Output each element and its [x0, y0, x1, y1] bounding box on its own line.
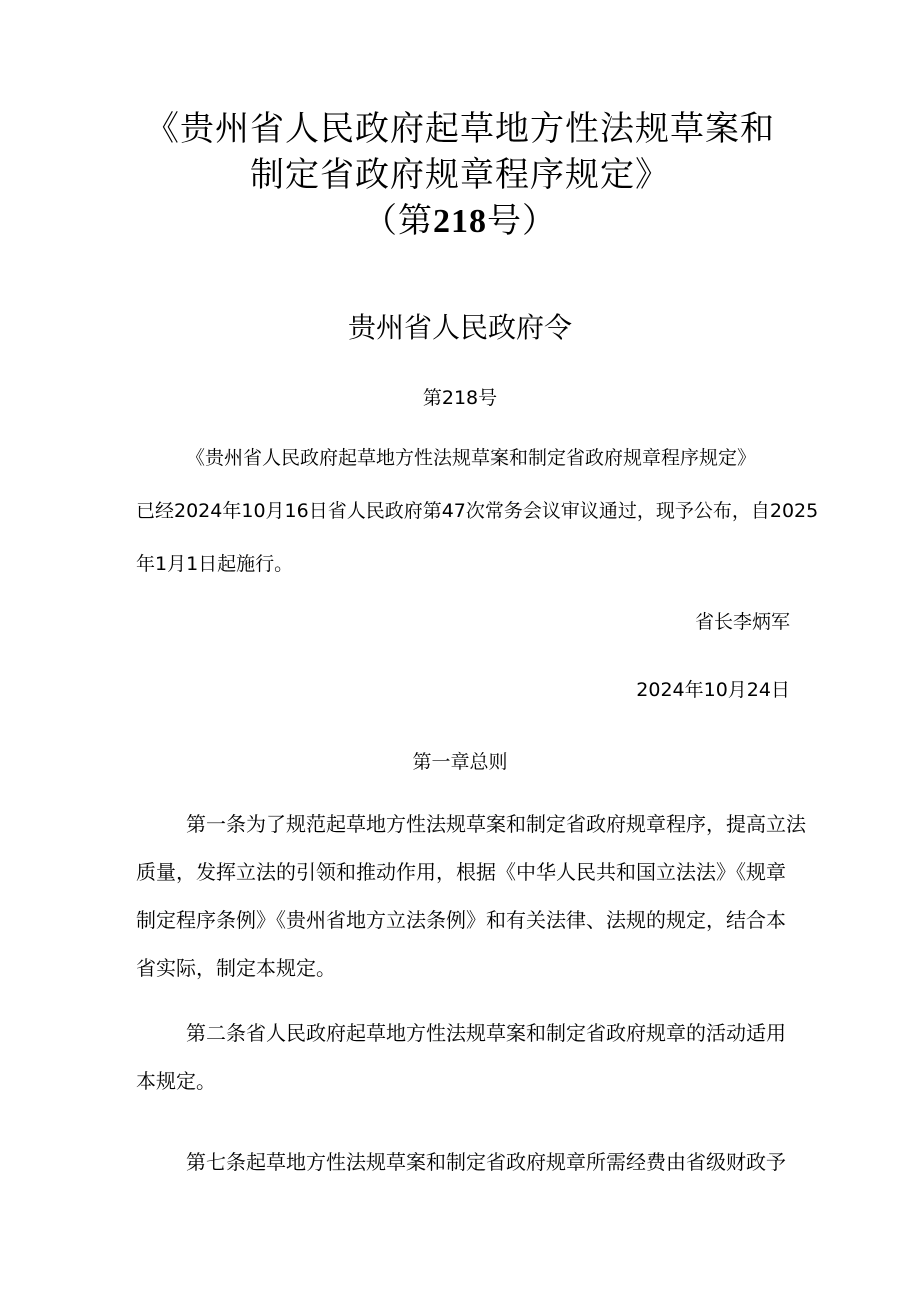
article-line: 省实际，制定本规定。	[136, 956, 336, 980]
article-line: 第二条省人民政府起草地方性法规草案和制定省政府规章的活动适用	[186, 1021, 786, 1045]
document-title-line-1: 《贵州省人民政府起草地方性法规草案和	[145, 109, 775, 149]
article-line: 制定程序条例》《贵州省地方立法条例》和有关法律、法规的规定，结合本	[136, 908, 786, 932]
title-number: 218	[433, 203, 487, 240]
intro-line: 《贵州省人民政府起草地方性法规草案和制定省政府规章程序规定》	[186, 447, 757, 469]
article-line: 本规定。	[136, 1069, 216, 1093]
article-7	[136, 1138, 790, 1186]
decree-heading: 贵州省人民政府令	[347, 311, 572, 344]
title-number-prefix: （第	[363, 201, 433, 241]
chapter-heading: 第一章总则	[412, 751, 508, 773]
document-title-line-2: 制定省政府规章程序规定》	[250, 155, 670, 195]
intro-line: 年1月1日起施行。	[136, 553, 294, 575]
article-line: 质量，发挥立法的引领和推动作用，根据《中华人民共和国立法法》《规章	[136, 860, 786, 884]
decree-date: 2024年10月24日	[636, 679, 790, 701]
decree-number: 第218号	[422, 387, 498, 409]
document-title-line-3	[0, 198, 920, 245]
article-line: 第一条为了规范起草地方性法规草案和制定省政府规章程序，提高立法	[186, 812, 806, 836]
signer: 省长李炳军	[694, 611, 790, 633]
article-1	[136, 800, 806, 992]
article-line: 第七条起草地方性法规草案和制定省政府规章所需经费由省级财政予	[186, 1150, 786, 1174]
decree-intro-paragraph	[136, 432, 819, 591]
title-number-suffix: 号）	[487, 201, 557, 241]
intro-line: 已经2024年10月16日省人民政府第47次常务会议审议通过，现予公布，自2025	[136, 500, 819, 522]
article-2	[136, 1009, 790, 1105]
